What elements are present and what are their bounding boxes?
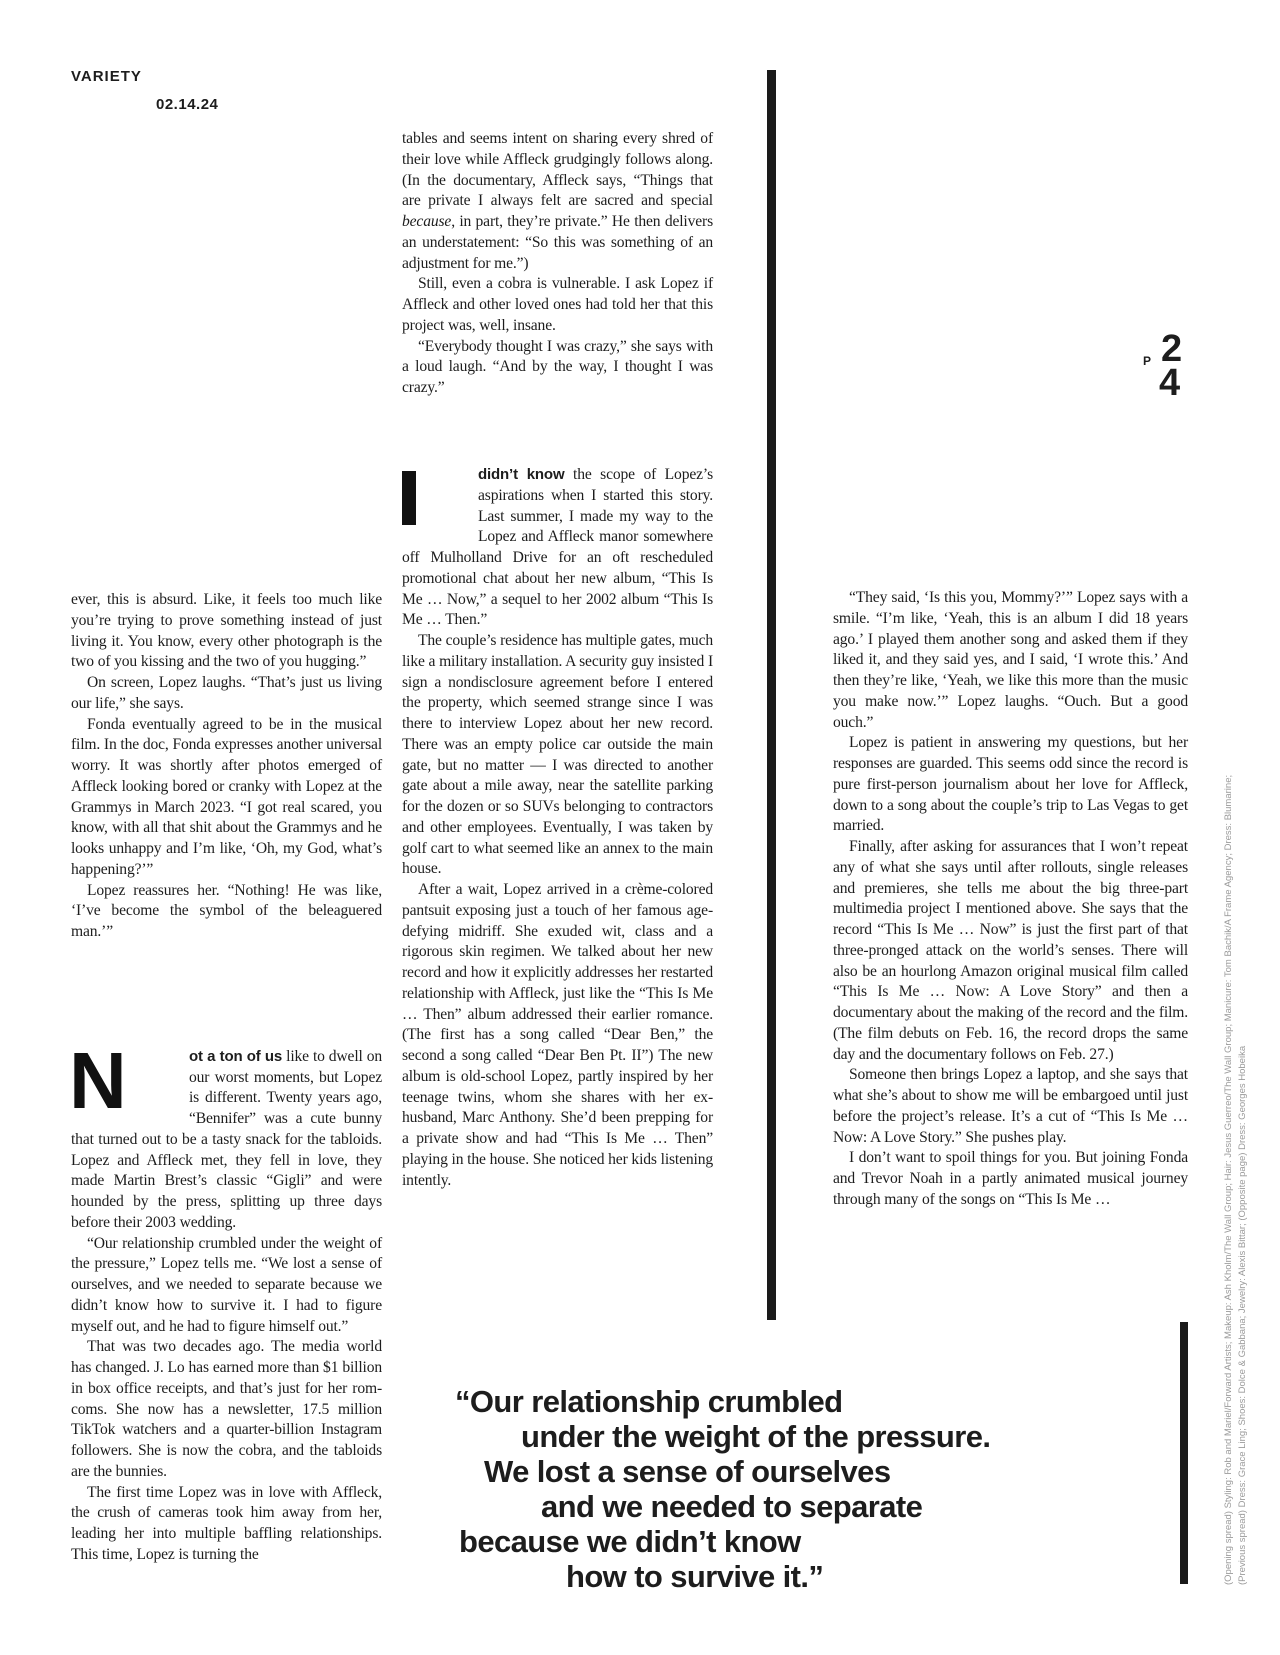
paragraph: Lopez reassures her. “Nothing! He was like, ‘I’ve become the symbol of the beleaguered man.’” (71, 881, 382, 940)
text-run: , in part, they’re private.” He then delivers an understatement: “So this was something of an adjustment for me.”) (402, 213, 713, 272)
publication-name: VARIETY (71, 68, 142, 85)
credit-line: (Previous spread) Dress: Grace Ling; Shoes: Dolce & Gabbana; Jewelry: Alexis Bittar; (Opposite page) Dress: Georges Hobeika (1237, 1045, 1248, 1585)
article-column-middle (402, 465, 713, 1191)
issue-date: 02.14.24 (156, 96, 219, 113)
page-number (1143, 328, 1203, 404)
pull-quote-line: “Our relationship crumbled (455, 1384, 843, 1419)
italic-text: because (402, 213, 452, 230)
pull-quote-line: and we needed to separate (541, 1489, 923, 1524)
lead-in: didn’t know (478, 466, 565, 483)
pull-quote-line: We lost a sense of ourselves (484, 1454, 891, 1489)
paragraph: “Everybody thought I was crazy,” she says with a loud laugh. “And by the way, I thought I was crazy.” (402, 337, 713, 396)
pull-quote-line: how to survive it.” (566, 1559, 824, 1594)
paragraph (402, 129, 713, 274)
text-run: the scope of Lopez’s aspirations when I started this story. Last summer, I made my way to the Lopez and Affleck manor somewhere off Mulholland Drive for an oft rescheduled promotional chat about her new album, “This Is Me … Now,” a sequel to her 2002 album “This Is Me … Then.” (402, 466, 713, 629)
paragraph: “Our relationship crumbled under the weight of the pressure,” Lopez tells me. “We lost a sense of ourselves, and we needed to separate because we didn’t know how to survive it. I had to figure myself out, and he had to figure himself out.” (71, 1234, 382, 1335)
section-break (71, 943, 382, 1047)
text-run: like to dwell on our worst moments, but Lopez is different. Twenty years ago, “Bennifer” was a cute bunny that turned out to be a tasty snack for the tabloids. Lopez and Affleck met, they fell in love, they made Martin Brest’s classic “Gigli” and were hounded by the press, splitting up three days before their 2003 wedding. (71, 1047, 382, 1231)
drop-cap (402, 468, 478, 548)
paragraph: The couple’s residence has multiple gates, much like a military installation. A security guy insisted I sign a nondisclosure agreement before I entered the property, which seemed strange since I was there to interview Lopez about her new record. There was an empty police car outside the main gate, but no matter — I was directed to another gate about a mile away, near the satellite parking for the dozen or so SUVs belonging to contractors and other employees. Eventually, I was taken by golf cart to what seemed like an annex to the main house. (402, 632, 713, 878)
page-digit-1: 2 (1161, 328, 1183, 370)
credit-line: (Opening spread) Styling: Rob and Mariel/Forward Artists; Makeup: Ash Kholm/The Wall Group; Hair: Jesus Guerreo/The Wall Group; Manicure: Tom Bachik/A Frame Agency; Dress: Blumarine; (1223, 774, 1234, 1585)
paragraph: Finally, after asking for assurances that I won’t repeat any of what she says until after rollouts, single releases and premieres, she tells me about the big three-part multimedia project I mentioned above. She says that the record “This Is Me … Now” is just the first part of that three-pronged attack on the world’s senses. There will also be an hourlong Amazon original musical film called “This Is Me … Now: A Love Story” and then a documentary about the making of the record and the film. (The film debuts on Feb. 16, the record drops the same day and the documentary follows on Feb. 27.) (833, 838, 1188, 1063)
paragraph: On screen, Lopez laughs. “That’s just us living our life,” she says. (71, 674, 382, 712)
text-run: tables and seems intent on sharing every shred of their love while Affleck grudgingly follows along. (In the documentary, Affleck says, “Things that are private I always felt are sacred and special (402, 130, 713, 210)
pull-quote-bar (1180, 1322, 1188, 1584)
paragraph: “They said, ‘Is this you, Mommy?’” Lopez says with a smile. “I’m like, ‘Yeah, this is an album I did 18 years ago.’ I played them another song and asked them if they liked it, and they said yes, and I said, ‘I wrote this.’ And then they’re like, ‘Yeah, we like this more than the music you make now.’” Lopez laughs. “Ouch. But a good ouch.” (833, 589, 1188, 731)
paragraph: Fonda eventually agreed to be in the musical film. In the doc, Fonda expresses another universal worry. It was shortly after photos emerged of Affleck looking bored or cranky with Lopez at the Grammys in March 2023. “I got real scared, you know, with all that shit about the Grammys and he looks unhappy and I’m like, ‘Oh, my God, what’s happening?’” (71, 715, 382, 878)
page-digit-2: 4 (1159, 362, 1181, 404)
article-column-middle-top (402, 129, 713, 399)
column-divider-bar (767, 70, 776, 1320)
paragraph: Still, even a cobra is vulnerable. I ask Lopez if Affleck and other loved ones had told her that this project was, well, insane. (402, 275, 713, 334)
article-column-right (833, 588, 1188, 1211)
paragraph: I don’t want to spoil things for you. But joining Fonda and Trevor Noah in a partly animated musical journey through many of the songs on “This Is Me … (833, 1149, 1188, 1208)
photo-credits (1222, 625, 1250, 1585)
paragraph: ever, this is absurd. Like, it feels too much like you’re trying to prove something instead of just living it. You know, every other photograph is the two of you kissing and the two of you hugging.” (71, 591, 382, 671)
paragraph: Someone then brings Lopez a laptop, and she says that what she’s about to show me will be embargoed until just before the project’s release. It’s a cut of “This Is Me … Now: A Love Story.” She pushes play. (833, 1066, 1188, 1146)
paragraph: That was two decades ago. The media world has changed. J. Lo has earned more than $1 billion in box office receipts, and that’s just for her rom-coms. She now has a newsletter, 17.5 million TikTok watchers and a quarter-billion Instagram followers. She is now the cobra, and the tabloids are the bunnies. (71, 1338, 382, 1480)
pull-quote-line: because we didn’t know (459, 1524, 801, 1559)
pull-quote-line: under the weight of the pressure. (521, 1419, 991, 1454)
page-prefix: P (1143, 354, 1152, 368)
article-column-left (71, 590, 382, 1566)
lead-in: ot a ton of us (189, 1047, 283, 1065)
paragraph: After a wait, Lopez arrived in a crème-colored pantsuit exposing just a touch of her famous age-defying midriff. She exuded wit, class and a rigorous skin regimen. We talked about her new record and how it explicitly addresses her restarted relationship with Affleck, just like the “This Is Me … Then” album addressed their earlier romance. (The first has a song called “Dear Ben,” the second a song called “Dear Ben Pt. II”) The new album is old-school Lopez, partly inspired by her teenage twins, whom she shares with her ex-husband, Marc Anthony. She’d been prepping for a private show and had “This Is Me … Then” playing in the house. She noticed her kids listening intently. (402, 881, 713, 1189)
paragraph: The first time Lopez was in love with Affleck, the crush of cameras took him away from her, leading her into multiple baffling relationships. This time, Lopez is turning the (71, 1483, 382, 1563)
drop-cap: N (69, 1035, 127, 1125)
paragraph: Lopez is patient in answering my questions, but her responses are guarded. This seems odd since the record is pure first-person journalism about her love for Affleck, down to a song about the couple’s trip to Las Vegas to get married. (833, 734, 1188, 835)
